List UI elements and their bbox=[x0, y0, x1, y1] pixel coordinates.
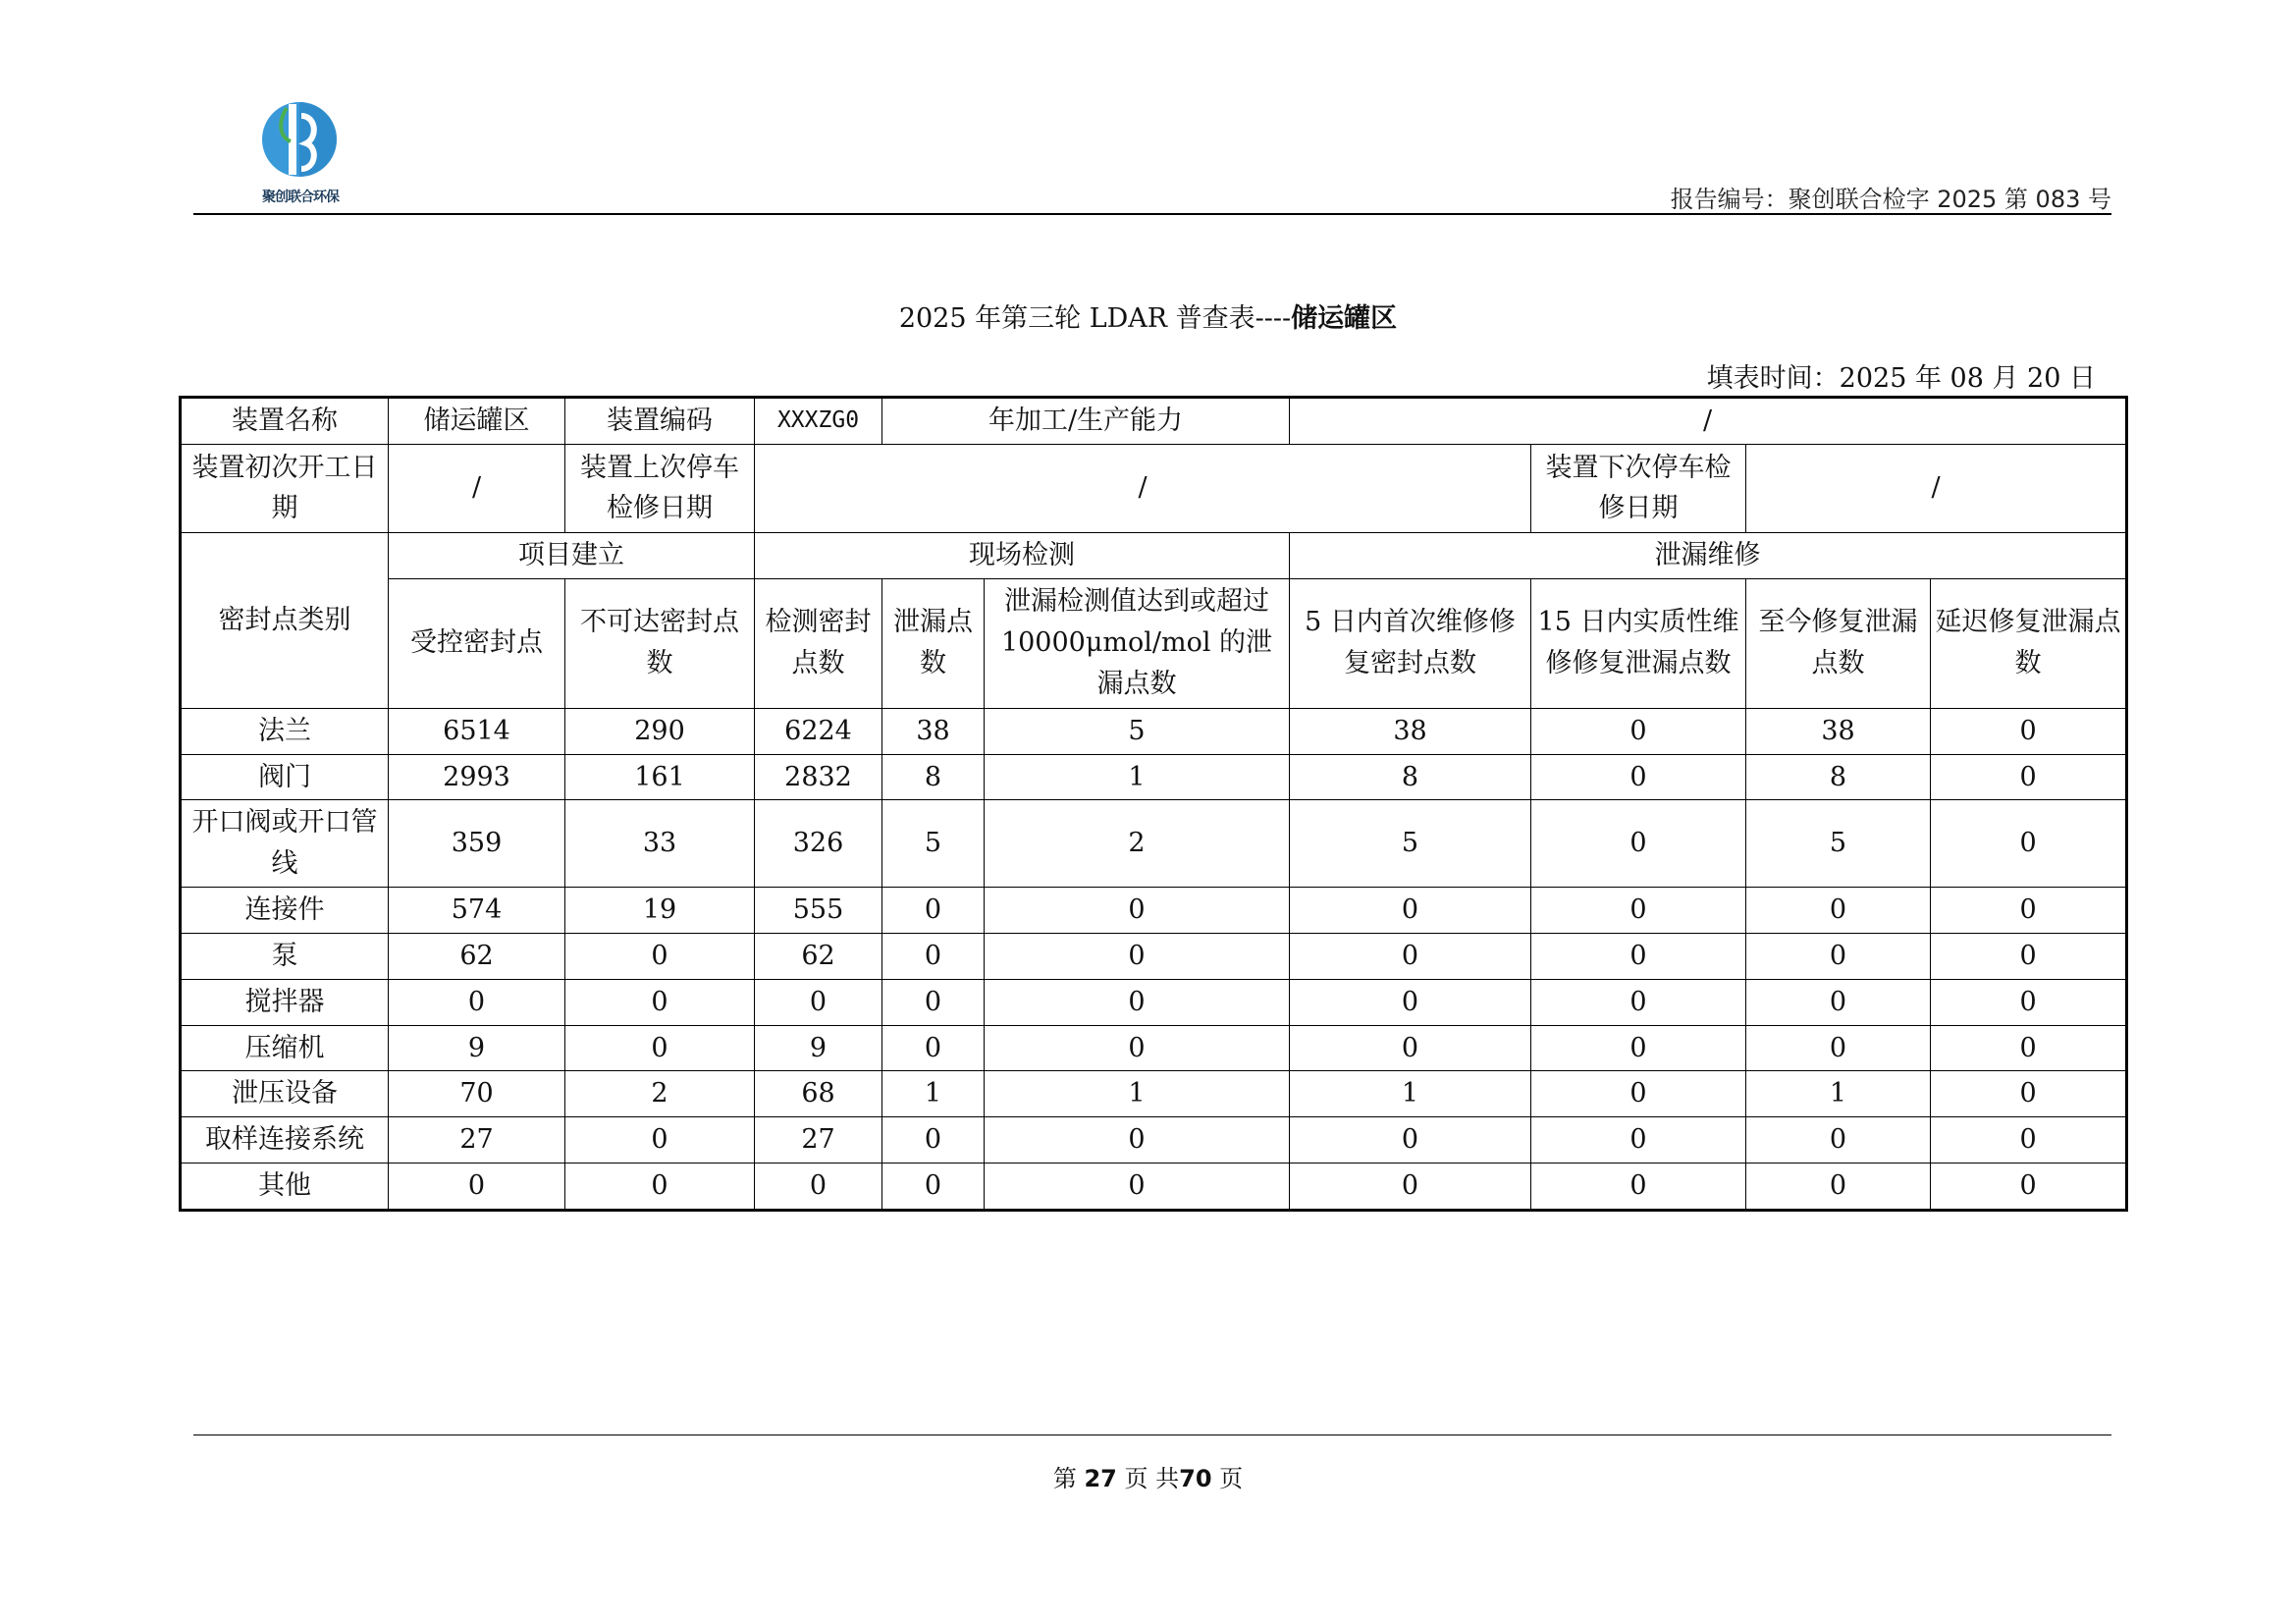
report-number: 报告编号：聚创联合检字 2025 第 083 号 bbox=[1670, 186, 2111, 213]
table-cell: 0 bbox=[565, 1025, 755, 1071]
table-cell: 19 bbox=[565, 888, 755, 934]
table-cell: 0 bbox=[1746, 933, 1931, 979]
table-cell: 2 bbox=[985, 800, 1290, 888]
table-cell: 326 bbox=[755, 800, 882, 888]
table-cell: 62 bbox=[755, 933, 882, 979]
table-cell: 0 bbox=[1931, 933, 2127, 979]
title-area: 储运罐区 bbox=[1291, 303, 1398, 334]
column-header: 受控密封点 bbox=[389, 578, 565, 708]
table-cell: 0 bbox=[1290, 1117, 1531, 1164]
page-current: 27 bbox=[1084, 1465, 1117, 1492]
table-cell: 0 bbox=[1531, 1071, 1746, 1117]
table-row bbox=[181, 888, 2127, 934]
table-cell: 1 bbox=[985, 754, 1290, 800]
table-cell: 0 bbox=[1531, 1164, 1746, 1211]
table-cell: 5 bbox=[882, 800, 985, 888]
table-cell: 0 bbox=[565, 979, 755, 1025]
table-cell: 0 bbox=[565, 1117, 755, 1164]
page-mid: 页 共 bbox=[1116, 1465, 1180, 1492]
table-cell: 8 bbox=[1290, 754, 1531, 800]
table-cell: 1 bbox=[1290, 1071, 1531, 1117]
table-cell: 9 bbox=[755, 1025, 882, 1071]
ldar-survey-table bbox=[179, 396, 2128, 1212]
row-category: 取样连接系统 bbox=[181, 1117, 389, 1164]
table-cell: 0 bbox=[882, 1164, 985, 1211]
table-cell: 0 bbox=[985, 888, 1290, 934]
device-code-value: XXXZG0 bbox=[755, 398, 882, 445]
group-header-repair: 泄漏维修 bbox=[1290, 532, 2127, 578]
table-cell: 27 bbox=[755, 1117, 882, 1164]
table-cell: 0 bbox=[389, 979, 565, 1025]
table-cell: 0 bbox=[985, 933, 1290, 979]
table-cell: 0 bbox=[1931, 1117, 2127, 1164]
column-header: 泄漏检测值达到或超过 10000μmol/mol 的泄漏点数 bbox=[985, 578, 1290, 708]
table-row bbox=[181, 708, 2127, 754]
info-row-1 bbox=[181, 398, 2127, 445]
table-cell: 0 bbox=[882, 979, 985, 1025]
table-row bbox=[181, 979, 2127, 1025]
first-start-value: / bbox=[389, 444, 565, 532]
table-cell: 161 bbox=[565, 754, 755, 800]
page-prefix: 第 bbox=[1052, 1465, 1085, 1492]
row-category: 搅拌器 bbox=[181, 979, 389, 1025]
table-cell: 0 bbox=[1931, 800, 2127, 888]
table-cell: 0 bbox=[882, 1117, 985, 1164]
table-cell: 574 bbox=[389, 888, 565, 934]
row-category: 泄压设备 bbox=[181, 1071, 389, 1117]
table-cell: 359 bbox=[389, 800, 565, 888]
table-cell: 0 bbox=[1746, 1164, 1931, 1211]
next-shutdown-label: 装置下次停车检修日期 bbox=[1531, 444, 1746, 532]
last-shutdown-value: / bbox=[755, 444, 1531, 532]
table-row bbox=[181, 933, 2127, 979]
page-total: 70 bbox=[1179, 1465, 1212, 1492]
fill-date: 填表时间：2025 年 08 月 20 日 bbox=[1706, 363, 2096, 394]
page-number bbox=[0, 1459, 2296, 1493]
table-cell: 0 bbox=[1290, 933, 1531, 979]
table-cell: 0 bbox=[1531, 1025, 1746, 1071]
table-cell: 0 bbox=[565, 1164, 755, 1211]
table-cell: 0 bbox=[1290, 1025, 1531, 1071]
table-cell: 0 bbox=[1531, 979, 1746, 1025]
row-category: 法兰 bbox=[181, 708, 389, 754]
table-cell: 0 bbox=[755, 1164, 882, 1211]
table-row bbox=[181, 754, 2127, 800]
device-code-label: 装置编码 bbox=[565, 398, 755, 445]
row-category: 阀门 bbox=[181, 754, 389, 800]
table-cell: 0 bbox=[882, 933, 985, 979]
table-cell: 0 bbox=[1290, 888, 1531, 934]
table-cell: 0 bbox=[1290, 979, 1531, 1025]
row-category: 连接件 bbox=[181, 888, 389, 934]
table-cell: 0 bbox=[389, 1164, 565, 1211]
table-cell: 0 bbox=[565, 933, 755, 979]
table-cell: 0 bbox=[1531, 800, 1746, 888]
table-cell: 62 bbox=[389, 933, 565, 979]
table-cell: 0 bbox=[985, 979, 1290, 1025]
category-header: 密封点类别 bbox=[181, 532, 389, 708]
table-cell: 5 bbox=[1290, 800, 1531, 888]
title-main: 2025 年第三轮 LDAR 普查表---- bbox=[898, 303, 1292, 334]
table-cell: 0 bbox=[1931, 1164, 2127, 1211]
capacity-label: 年加工/生产能力 bbox=[882, 398, 1290, 445]
next-shutdown-value: / bbox=[1746, 444, 2127, 532]
column-header: 检测密封点数 bbox=[755, 578, 882, 708]
column-header: 延迟修复泄漏点数 bbox=[1931, 578, 2127, 708]
table-cell: 0 bbox=[1931, 888, 2127, 934]
table-cell: 5 bbox=[1746, 800, 1931, 888]
table-cell: 9 bbox=[389, 1025, 565, 1071]
table-cell: 0 bbox=[1746, 1117, 1931, 1164]
header-divider bbox=[193, 213, 2111, 215]
column-header: 至今修复泄漏点数 bbox=[1746, 578, 1931, 708]
table-cell: 1 bbox=[882, 1071, 985, 1117]
table-row bbox=[181, 1025, 2127, 1071]
device-name-label: 装置名称 bbox=[181, 398, 389, 445]
table-cell: 0 bbox=[1931, 1071, 2127, 1117]
page-suffix: 页 bbox=[1211, 1465, 1244, 1492]
table-cell: 38 bbox=[1746, 708, 1931, 754]
info-row-2 bbox=[181, 444, 2127, 532]
table-cell: 0 bbox=[1931, 754, 2127, 800]
capacity-value: / bbox=[1290, 398, 2127, 445]
column-header: 5 日内首次维修修复密封点数 bbox=[1290, 578, 1531, 708]
table-cell: 0 bbox=[1531, 1117, 1746, 1164]
table-cell: 68 bbox=[755, 1071, 882, 1117]
table-cell: 0 bbox=[985, 1164, 1290, 1211]
table-cell: 8 bbox=[882, 754, 985, 800]
table-cell: 0 bbox=[1931, 708, 2127, 754]
device-name-value: 储运罐区 bbox=[389, 398, 565, 445]
table-cell: 0 bbox=[1531, 708, 1746, 754]
column-header: 不可达密封点数 bbox=[565, 578, 755, 708]
table-cell: 0 bbox=[1290, 1164, 1531, 1211]
column-header-row bbox=[181, 578, 2127, 708]
table-cell: 0 bbox=[1531, 933, 1746, 979]
table-cell: 1 bbox=[1746, 1071, 1931, 1117]
group-header-row bbox=[181, 532, 2127, 578]
group-header-project: 项目建立 bbox=[389, 532, 755, 578]
table-cell: 70 bbox=[389, 1071, 565, 1117]
page-title bbox=[0, 297, 2296, 335]
table-cell: 2993 bbox=[389, 754, 565, 800]
row-category: 其他 bbox=[181, 1164, 389, 1211]
table-cell: 0 bbox=[1931, 1025, 2127, 1071]
table-cell: 0 bbox=[1746, 888, 1931, 934]
table-cell: 38 bbox=[882, 708, 985, 754]
table-cell: 5 bbox=[985, 708, 1290, 754]
table-cell: 6224 bbox=[755, 708, 882, 754]
column-header: 15 日内实质性维修修复泄漏点数 bbox=[1531, 578, 1746, 708]
table-cell: 0 bbox=[1531, 754, 1746, 800]
table-cell: 0 bbox=[1931, 979, 2127, 1025]
table-cell: 0 bbox=[882, 888, 985, 934]
last-shutdown-label: 装置上次停车检修日期 bbox=[565, 444, 755, 532]
table-cell: 27 bbox=[389, 1117, 565, 1164]
first-start-label: 装置初次开工日期 bbox=[181, 444, 389, 532]
table-cell: 0 bbox=[755, 979, 882, 1025]
table-row bbox=[181, 800, 2127, 888]
column-header: 泄漏点数 bbox=[882, 578, 985, 708]
table-row bbox=[181, 1117, 2127, 1164]
data-rows bbox=[181, 708, 2127, 1210]
table-cell: 555 bbox=[755, 888, 882, 934]
group-header-field: 现场检测 bbox=[755, 532, 1290, 578]
table-cell: 6514 bbox=[389, 708, 565, 754]
row-category: 泵 bbox=[181, 933, 389, 979]
table-cell: 0 bbox=[1531, 888, 1746, 934]
table-cell: 33 bbox=[565, 800, 755, 888]
table-cell: 0 bbox=[985, 1025, 1290, 1071]
logo-text: 聚创联合环保 bbox=[262, 189, 339, 205]
table-cell: 1 bbox=[985, 1071, 1290, 1117]
row-category: 压缩机 bbox=[181, 1025, 389, 1071]
table-cell: 2 bbox=[565, 1071, 755, 1117]
table-cell: 38 bbox=[1290, 708, 1531, 754]
table-cell: 2832 bbox=[755, 754, 882, 800]
table-cell: 0 bbox=[1746, 979, 1931, 1025]
table-cell: 0 bbox=[985, 1117, 1290, 1164]
table-cell: 290 bbox=[565, 708, 755, 754]
table-row bbox=[181, 1071, 2127, 1117]
table-cell: 8 bbox=[1746, 754, 1931, 800]
table-cell: 0 bbox=[1746, 1025, 1931, 1071]
row-category: 开口阀或开口管线 bbox=[181, 800, 389, 888]
table-row bbox=[181, 1164, 2127, 1211]
table-cell: 0 bbox=[882, 1025, 985, 1071]
